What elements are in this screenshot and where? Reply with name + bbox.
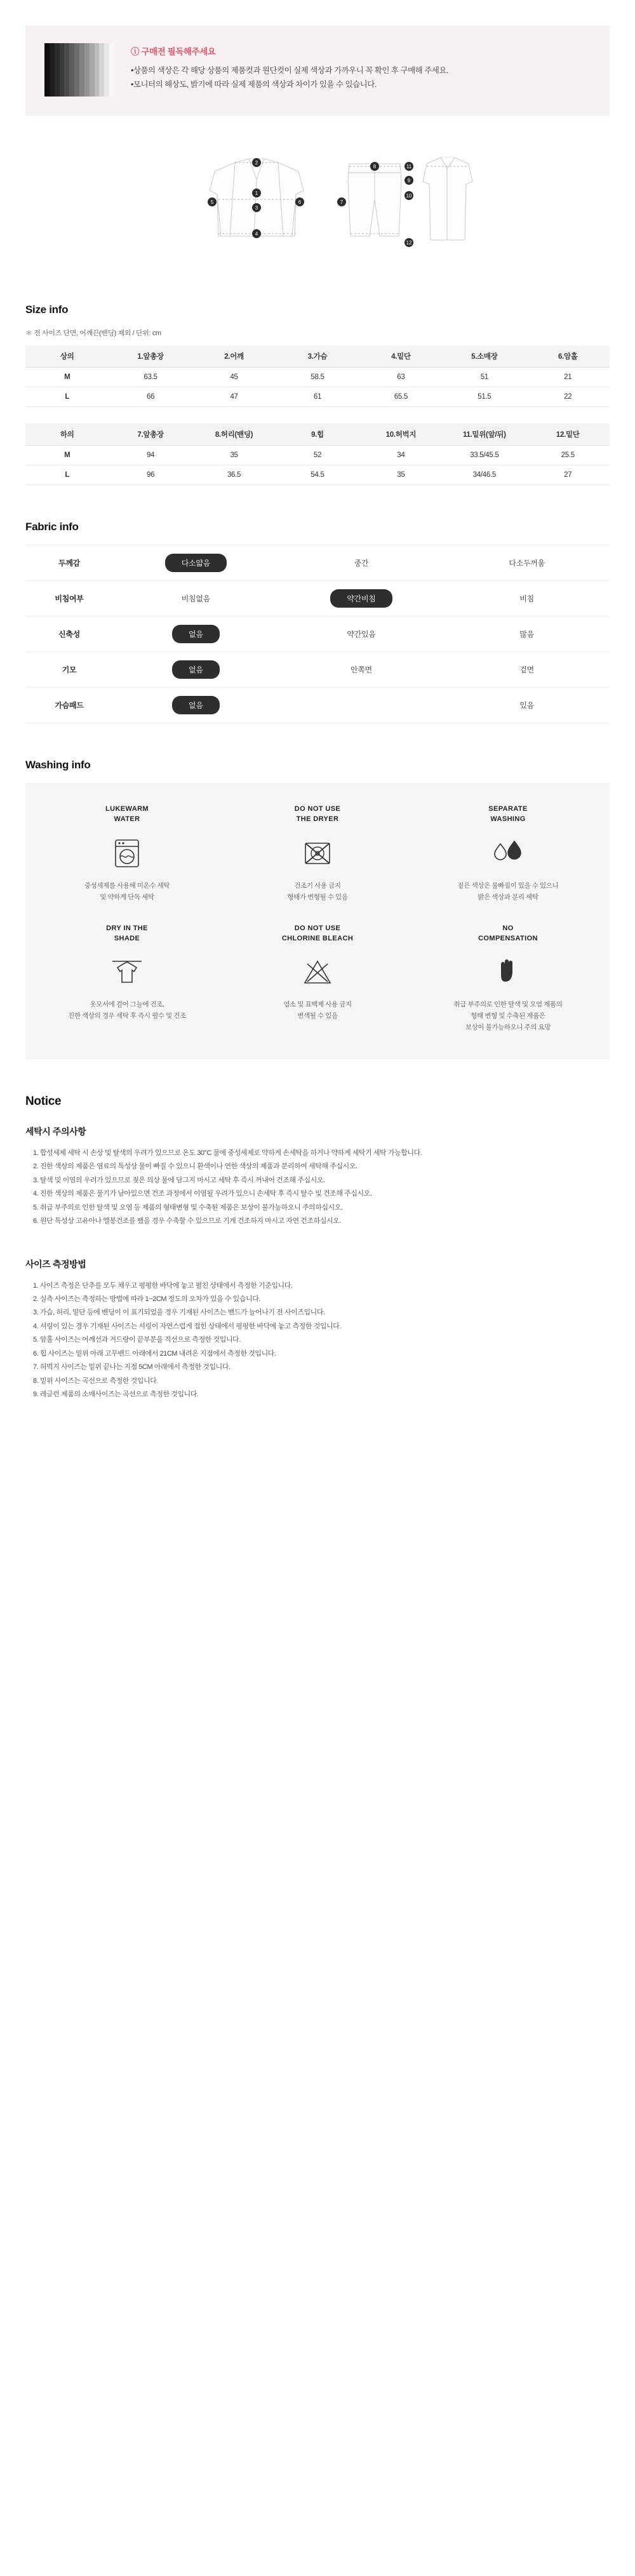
notice-list-item: 7. 허벅지 사이즈는 밑위 끝나는 지점 5CM 아래에서 측정한 것입니다. bbox=[33, 1363, 231, 1371]
svg-text:7: 7 bbox=[340, 199, 344, 205]
table-cell: 33.5/45.5 bbox=[443, 446, 526, 465]
fabric-option bbox=[113, 688, 279, 723]
table-cell: 47 bbox=[192, 387, 276, 407]
column-header: 1.앞총장 bbox=[109, 345, 192, 368]
svg-text:3: 3 bbox=[255, 205, 258, 211]
table-cell: 36.5 bbox=[192, 465, 276, 485]
washing-info-title: Washing info bbox=[25, 759, 91, 771]
size-method-title: 사이즈 측정방법 bbox=[25, 1258, 86, 1269]
washing-instruction-heading: NO COMPENSATION bbox=[478, 924, 538, 942]
column-header: 7.앞총장 bbox=[109, 424, 192, 446]
table-cell: 66 bbox=[109, 387, 192, 407]
purchase-notice-banner bbox=[25, 25, 610, 116]
notice-title: Notice bbox=[25, 1094, 62, 1108]
notice-list-item: 1. 사이즈 측정은 단추를 모두 채우고 평평한 바닥에 놓고 펼친 상태에서 측정한 기준입니다. bbox=[33, 1281, 293, 1290]
svg-text:11: 11 bbox=[406, 164, 412, 170]
fabric-option: 있음 bbox=[444, 688, 610, 723]
table-row bbox=[25, 446, 610, 465]
fabric-option-selected: 없음 bbox=[172, 696, 220, 714]
fabric-option: 비침없음 bbox=[113, 581, 279, 617]
swatch-stripe bbox=[95, 43, 100, 97]
table-body bbox=[25, 368, 610, 407]
table-cell: 51.5 bbox=[443, 387, 526, 407]
table-cell: 25.5 bbox=[526, 446, 610, 465]
table-cell: 61 bbox=[276, 387, 359, 407]
table-cell: 63.5 bbox=[109, 368, 192, 387]
swatch-stripe bbox=[55, 43, 60, 97]
table-cell: 22 bbox=[526, 387, 610, 407]
fabric-option: 많음 bbox=[444, 617, 610, 652]
table-cell: 63 bbox=[359, 368, 443, 387]
column-header: 하의 bbox=[25, 424, 109, 446]
fabric-row bbox=[25, 581, 610, 617]
dry-in-shade-icon bbox=[41, 952, 213, 992]
column-header: 3.가슴 bbox=[276, 345, 359, 368]
table-cell: 65.5 bbox=[359, 387, 443, 407]
svg-text:9: 9 bbox=[407, 178, 411, 184]
washing-instruction-description: 옷모서에 걸어 그늘에 건조, 진한 색상의 경우 세탁 후 즉시 펼수 및 건조 bbox=[68, 1001, 186, 1020]
swatch-stripe bbox=[104, 43, 109, 97]
washing-instruction-heading: DRY IN THE SHADE bbox=[106, 924, 148, 942]
washing-row-bottom bbox=[32, 919, 603, 1040]
column-header: 5.소매장 bbox=[443, 345, 526, 368]
table-cell: L bbox=[25, 387, 109, 407]
banner-title: ⓘ 구매전 필독해주세요 bbox=[131, 47, 216, 57]
size-info-title: Size info bbox=[25, 304, 69, 316]
column-header: 11.밑위(앞/뒤) bbox=[443, 424, 526, 446]
fabric-option-selected: 다소얇음 bbox=[165, 554, 227, 572]
wash-caution-list bbox=[33, 1147, 610, 1229]
svg-text:10: 10 bbox=[406, 193, 412, 199]
table-cell: 34 bbox=[359, 446, 443, 465]
swatch-stripe bbox=[79, 43, 84, 97]
table-cell: 58.5 bbox=[276, 368, 359, 387]
no-bleach-icon bbox=[231, 952, 404, 992]
fabric-option: 안쪽면 bbox=[279, 652, 444, 688]
swatch-stripe bbox=[50, 43, 55, 97]
notice-list-item: 2. 실측 사이즈는 측정하는 방법에 따라 1~2CM 정도의 오차가 있을 수 있습니다. bbox=[33, 1295, 260, 1304]
column-header: 4.밑단 bbox=[359, 345, 443, 368]
notice-list-item: 5. 취급 부주의로 인한 탈색 및 오염 등 제품의 형태변형 및 수축된 제품은 보상이 불가능하오니 주의하십시오. bbox=[33, 1203, 343, 1211]
fabric-table bbox=[25, 545, 610, 723]
banner-line-2: •모니터의 해상도, 밝기에 따라 실제 제품의 색상과 차이가 있을 수 있습니다. bbox=[131, 79, 377, 89]
banner-line-1: •상품의 색상은 각 해당 상품의 제품컷과 원단컷이 실제 색상과 가까우니 꼭 확인 후 구매해 주세요. bbox=[131, 66, 448, 75]
column-header: 12.밑단 bbox=[526, 424, 610, 446]
swatch-stripe bbox=[64, 43, 69, 97]
fabric-option bbox=[279, 581, 444, 617]
wash-caution-title: 세탁시 주의사항 bbox=[25, 1126, 86, 1137]
svg-text:5: 5 bbox=[210, 199, 214, 205]
fabric-row-label: 비침여부 bbox=[25, 581, 113, 617]
washing-info-panel bbox=[25, 783, 610, 1059]
table-cell: L bbox=[25, 465, 109, 485]
no-dryer-icon bbox=[231, 834, 404, 873]
notice-list-item: 4. 진한 색상의 제품은 물기가 남아있으면 건조 과정에서 이염될 우려가 있으니 손세탁 후 즉시 탈수 및 건조해 주십시오. bbox=[33, 1190, 372, 1198]
swatch-stripe bbox=[109, 43, 114, 97]
fabric-row bbox=[25, 545, 610, 581]
washing-instruction-description: 염소 및 표백제 사용 금지 변색될 수 있음 bbox=[283, 1001, 352, 1020]
column-header: 2.어깨 bbox=[192, 345, 276, 368]
notice-list-item: 1. 합성세제 세탁 시 손상 및 탈색의 우려가 있으므로 온도 30°C 물에 중성세제로 약하게 손세탁을 하거나 약하게 세탁기 세탁 가능합니다. bbox=[33, 1149, 422, 1157]
fabric-row bbox=[25, 688, 610, 723]
table-header-row bbox=[25, 424, 610, 446]
notice-list-item: 4. 셔링이 있는 경우 기재된 사이즈는 셔링이 자연스럽게 접힌 상태에서 평평한 바닥에 놓고 측정한 것입니다. bbox=[33, 1322, 341, 1330]
table-cell: M bbox=[25, 368, 109, 387]
swatch-stripe bbox=[60, 43, 65, 97]
fabric-option: 약간있음 bbox=[279, 617, 444, 652]
table-cell: M bbox=[25, 446, 109, 465]
washing-instruction-description: 중성세제를 사용해 미온수 세탁 및 약하게 단독 세탁 bbox=[84, 881, 170, 901]
table-row bbox=[25, 387, 610, 407]
size-method-list bbox=[33, 1279, 610, 1402]
table-header-row bbox=[25, 345, 610, 368]
washing-instruction-cell bbox=[32, 799, 222, 910]
fabric-option: 비침 bbox=[444, 581, 610, 617]
fabric-row bbox=[25, 652, 610, 688]
svg-text:2: 2 bbox=[255, 160, 258, 166]
column-header: 9.힙 bbox=[276, 424, 359, 446]
separate-wash-icon bbox=[422, 834, 594, 873]
table-cell: 35 bbox=[359, 465, 443, 485]
fabric-option: 중간 bbox=[279, 545, 444, 581]
table-cell: 21 bbox=[526, 368, 610, 387]
fabric-option: 다소두꺼움 bbox=[444, 545, 610, 581]
svg-text:8: 8 bbox=[373, 164, 377, 170]
table-body bbox=[25, 446, 610, 485]
fabric-table-wrap bbox=[25, 545, 610, 723]
table-cell: 51 bbox=[443, 368, 526, 387]
table-row bbox=[25, 368, 610, 387]
swatch-stripe bbox=[99, 43, 104, 97]
svg-text:1: 1 bbox=[255, 190, 258, 196]
fabric-option bbox=[113, 617, 279, 652]
washing-row-top bbox=[32, 799, 603, 910]
washing-instruction-heading: SEPARATE WASHING bbox=[488, 805, 528, 823]
fabric-row-label: 기모 bbox=[25, 652, 113, 688]
fabric-row-label: 신축성 bbox=[25, 617, 113, 652]
table-cell: 52 bbox=[276, 446, 359, 465]
fabric-row bbox=[25, 617, 610, 652]
size-top-table bbox=[25, 345, 610, 407]
washing-instruction-cell bbox=[222, 799, 413, 910]
swatch-stripe bbox=[90, 43, 95, 97]
fabric-option: 겉면 bbox=[444, 652, 610, 688]
column-header: 10.허벅지 bbox=[359, 424, 443, 446]
fabric-row-label: 가슴패드 bbox=[25, 688, 113, 723]
notice-list-item: 6. 원단 특성상 고유아나 엘봉건조를 했을 경우 수축할 수 있으므로 기계 건조하지 마시고 자연 건조하십시오. bbox=[33, 1217, 341, 1225]
product-detail-page bbox=[0, 25, 635, 1446]
fabric-option-selected: 없음 bbox=[172, 660, 220, 679]
notice-list-item: 2. 진한 색상의 제품은 염료의 특성상 물이 빠질 수 있으니 환색이나 연한 색상의 제품과 분리하여 세탁해 주십시오. bbox=[33, 1163, 358, 1171]
table-cell: 27 bbox=[526, 465, 610, 485]
notice-list-item: 9. 레글런 제품의 소매사이즈는 곡선으로 측정한 것입니다. bbox=[33, 1391, 199, 1399]
swatch-stripe bbox=[69, 43, 74, 97]
fabric-row-label: 두께감 bbox=[25, 545, 113, 581]
column-header: 상의 bbox=[25, 345, 109, 368]
table-cell: 45 bbox=[192, 368, 276, 387]
color-gradient-swatch bbox=[44, 43, 114, 97]
svg-text:12: 12 bbox=[406, 240, 412, 246]
table-cell: 34/46.5 bbox=[443, 465, 526, 485]
washing-instruction-cell bbox=[222, 919, 413, 1040]
table-cell: 96 bbox=[109, 465, 192, 485]
washing-instruction-heading: DO NOT USE THE DRYER bbox=[294, 805, 341, 823]
table-cell: 35 bbox=[192, 446, 276, 465]
fabric-option-selected: 약간비침 bbox=[330, 589, 392, 608]
washing-instruction-cell bbox=[32, 919, 222, 1040]
swatch-stripe bbox=[74, 43, 79, 97]
size-info-note: ＊ 전 사이즈 단면, 어깨끈(밴딩) 제외 / 단위: cm bbox=[25, 330, 161, 337]
washing-instruction-description: 짙은 색상은 물빠짐이 있을 수 있으니 밝은 색상과 분리 세탁 bbox=[457, 881, 559, 901]
notice-list-item: 3. 탈색 및 이염의 우려가 있으므로 젖은 의상 물에 담그지 마시고 세탁 후 즉시 꺼내어 건조해 주십시오. bbox=[33, 1176, 325, 1184]
washing-instruction-description: 건조기 사용 금지 형태가 변형될 수 있음 bbox=[287, 881, 348, 901]
fabric-option bbox=[113, 652, 279, 688]
swatch-stripe bbox=[44, 43, 50, 97]
washing-instruction-cell bbox=[413, 919, 603, 1040]
no-compensation-icon bbox=[422, 952, 594, 992]
fabric-info-title: Fabric info bbox=[25, 521, 79, 533]
notice-list-item: 8. 밑위 사이즈는 곡선으로 측정한 것입니다. bbox=[33, 1377, 158, 1385]
swatch-stripe bbox=[84, 43, 90, 97]
notice-list-item: 3. 가슴, 허리, 밑단 등에 밴딩이 이 표기되었을 경우 기재된 사이즈는 밴드가 늘어나기 전 사이즈입니다. bbox=[33, 1309, 325, 1317]
washing-instruction-cell bbox=[413, 799, 603, 910]
fabric-option bbox=[113, 545, 279, 581]
column-header: 6.암홀 bbox=[526, 345, 610, 368]
svg-text:4: 4 bbox=[255, 231, 258, 237]
table-cell: 54.5 bbox=[276, 465, 359, 485]
garment-measurement-illustration bbox=[0, 141, 635, 268]
washing-instruction-heading: LUKEWARM WATER bbox=[105, 805, 149, 823]
notice-list-item: 6. 힙 사이즈는 밑위 아래 고무밴드 아래에서 21CM 내려온 지점에서 측정한 것입니다. bbox=[33, 1349, 276, 1358]
washing-machine-icon bbox=[41, 834, 213, 873]
column-header: 8.허리(밴딩) bbox=[192, 424, 276, 446]
washing-instruction-heading: DO NOT USE CHLORINE BLEACH bbox=[281, 924, 354, 942]
notice-list-item: 5. 암홀 사이즈는 어깨선과 겨드랑이 끝부분을 직선으로 측정한 것입니다. bbox=[33, 1336, 241, 1344]
svg-text:6: 6 bbox=[298, 199, 302, 205]
washing-instruction-description: 취급 부주의로 인한 탈색 및 오염 제품의 형태 변형 및 수축된 제품은 보상이 불가능하오니 주의 요망 bbox=[453, 1001, 563, 1032]
banner-text-block bbox=[131, 43, 591, 92]
size-bottom-table bbox=[25, 424, 610, 485]
table-cell: 94 bbox=[109, 446, 192, 465]
table-row bbox=[25, 465, 610, 485]
fabric-option-selected: 없음 bbox=[172, 625, 220, 643]
size-top-table-wrap bbox=[25, 345, 610, 485]
fabric-option bbox=[279, 688, 444, 723]
